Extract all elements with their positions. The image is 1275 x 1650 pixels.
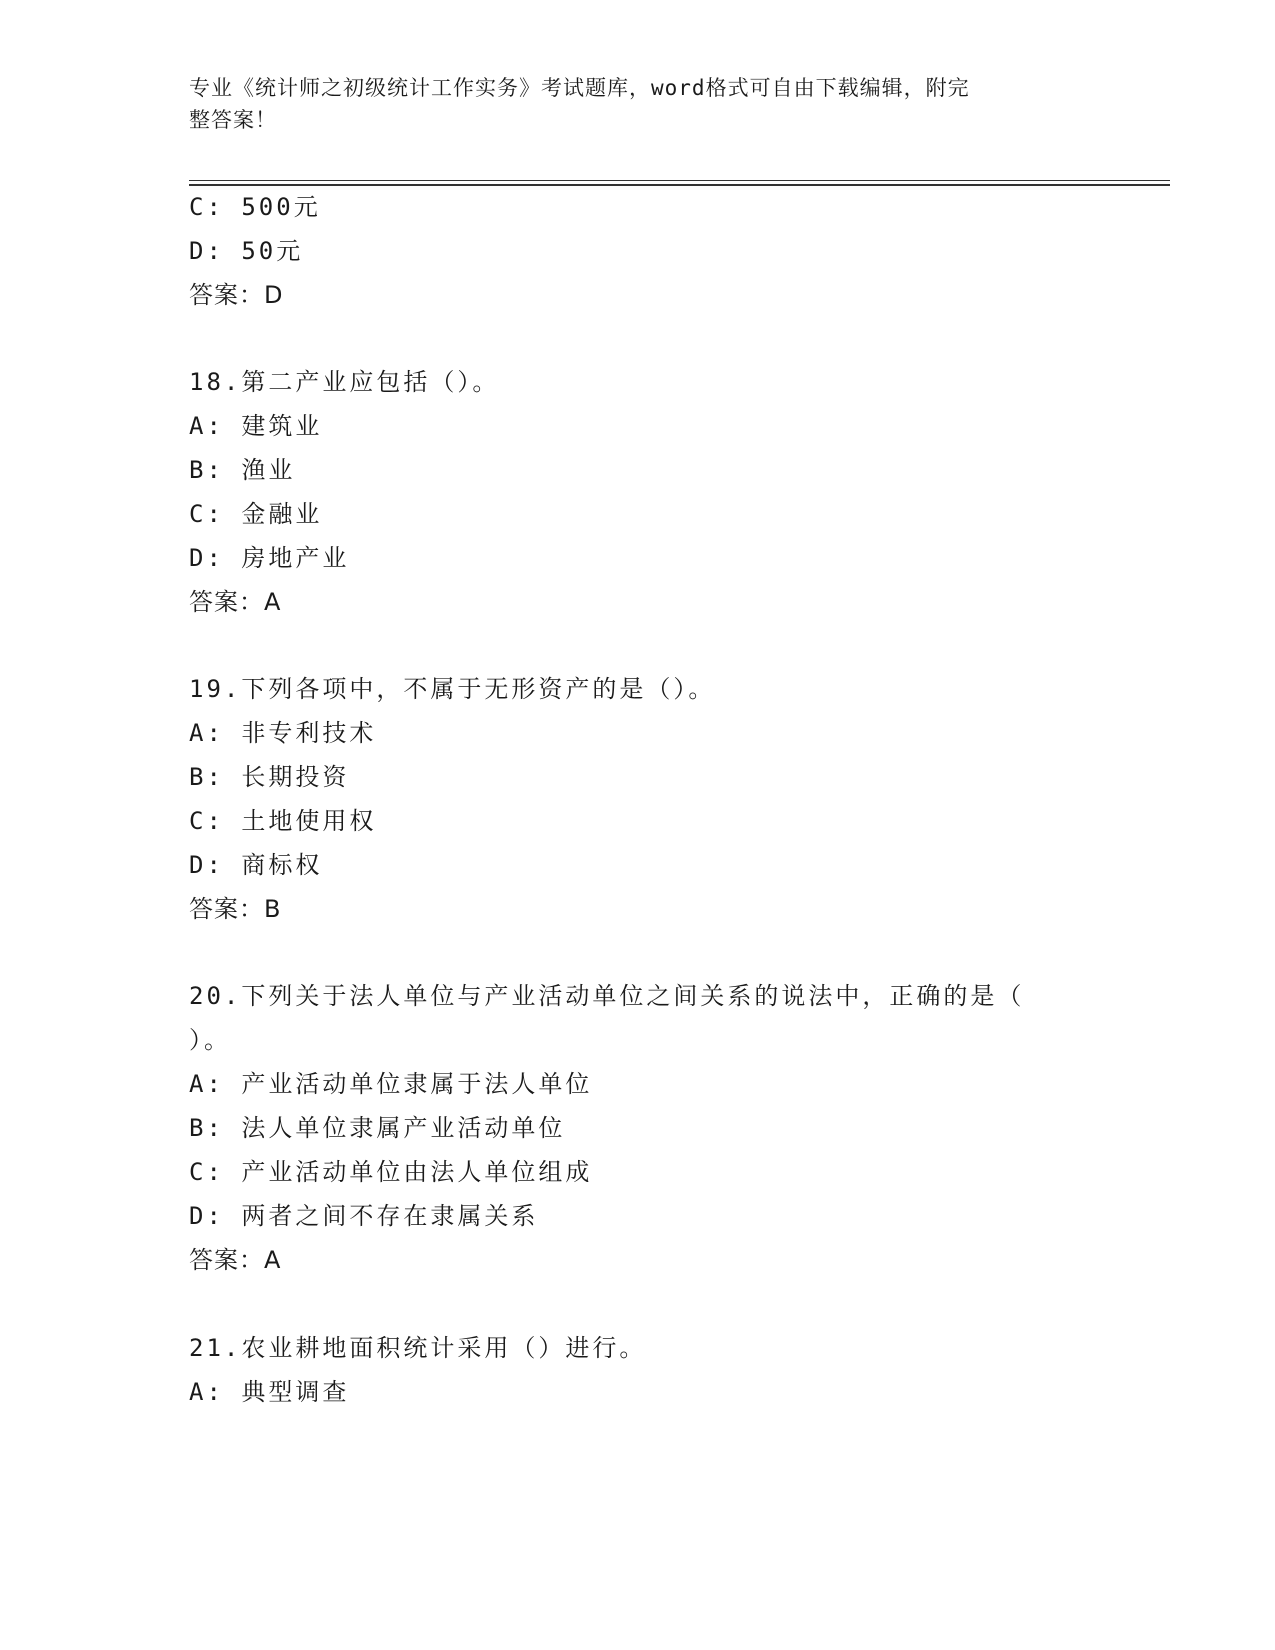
q19-answer: 答案：B — [189, 895, 282, 923]
q20-option-c: C: 产业活动单位由法人单位组成 — [189, 1158, 593, 1186]
header-line-2: 整答案！ — [189, 108, 277, 132]
header-divider-thin — [189, 180, 1170, 181]
q19-option-a: A: 非专利技术 — [189, 719, 377, 747]
q20-option-a: A: 产业活动单位隶属于法人单位 — [189, 1070, 593, 1098]
q19-option-b: B: 长期投资 — [189, 763, 350, 791]
q18-stem: 18.第二产业应包括（）。 — [189, 368, 500, 396]
q18-option-b: B: 渔业 — [189, 456, 296, 484]
q20-option-d: D: 两者之间不存在隶属关系 — [189, 1202, 539, 1230]
q20-stem-line-2: ）。 — [189, 1026, 231, 1054]
header-line-1: 专业《统计师之初级统计工作实务》考试题库，word格式可自由下载编辑，附完 — [189, 76, 970, 100]
prev-answer: 答案：D — [189, 281, 284, 309]
q19-option-c: C: 土地使用权 — [189, 807, 377, 835]
prev-option-c: C: 500元 — [189, 193, 321, 221]
q19-stem: 19.下列各项中，不属于无形资产的是（）。 — [189, 675, 716, 703]
q20-answer: 答案：A — [189, 1246, 282, 1274]
q20-stem-line-1: 20.下列关于法人单位与产业活动单位之间关系的说法中，正确的是（ — [189, 982, 1025, 1010]
q20-option-b: B: 法人单位隶属产业活动单位 — [189, 1114, 566, 1142]
document-header — [189, 72, 1089, 136]
q19-option-d: D: 商标权 — [189, 851, 323, 879]
q18-answer: 答案：A — [189, 588, 282, 616]
q21-stem: 21.农业耕地面积统计采用（）进行。 — [189, 1334, 647, 1362]
header-divider-thick — [189, 184, 1170, 186]
q21-option-a: A: 典型调查 — [189, 1378, 350, 1406]
q18-option-d: D: 房地产业 — [189, 544, 350, 572]
prev-option-d: D: 50元 — [189, 237, 304, 265]
q18-option-a: A: 建筑业 — [189, 412, 323, 440]
q18-option-c: C: 金融业 — [189, 500, 323, 528]
